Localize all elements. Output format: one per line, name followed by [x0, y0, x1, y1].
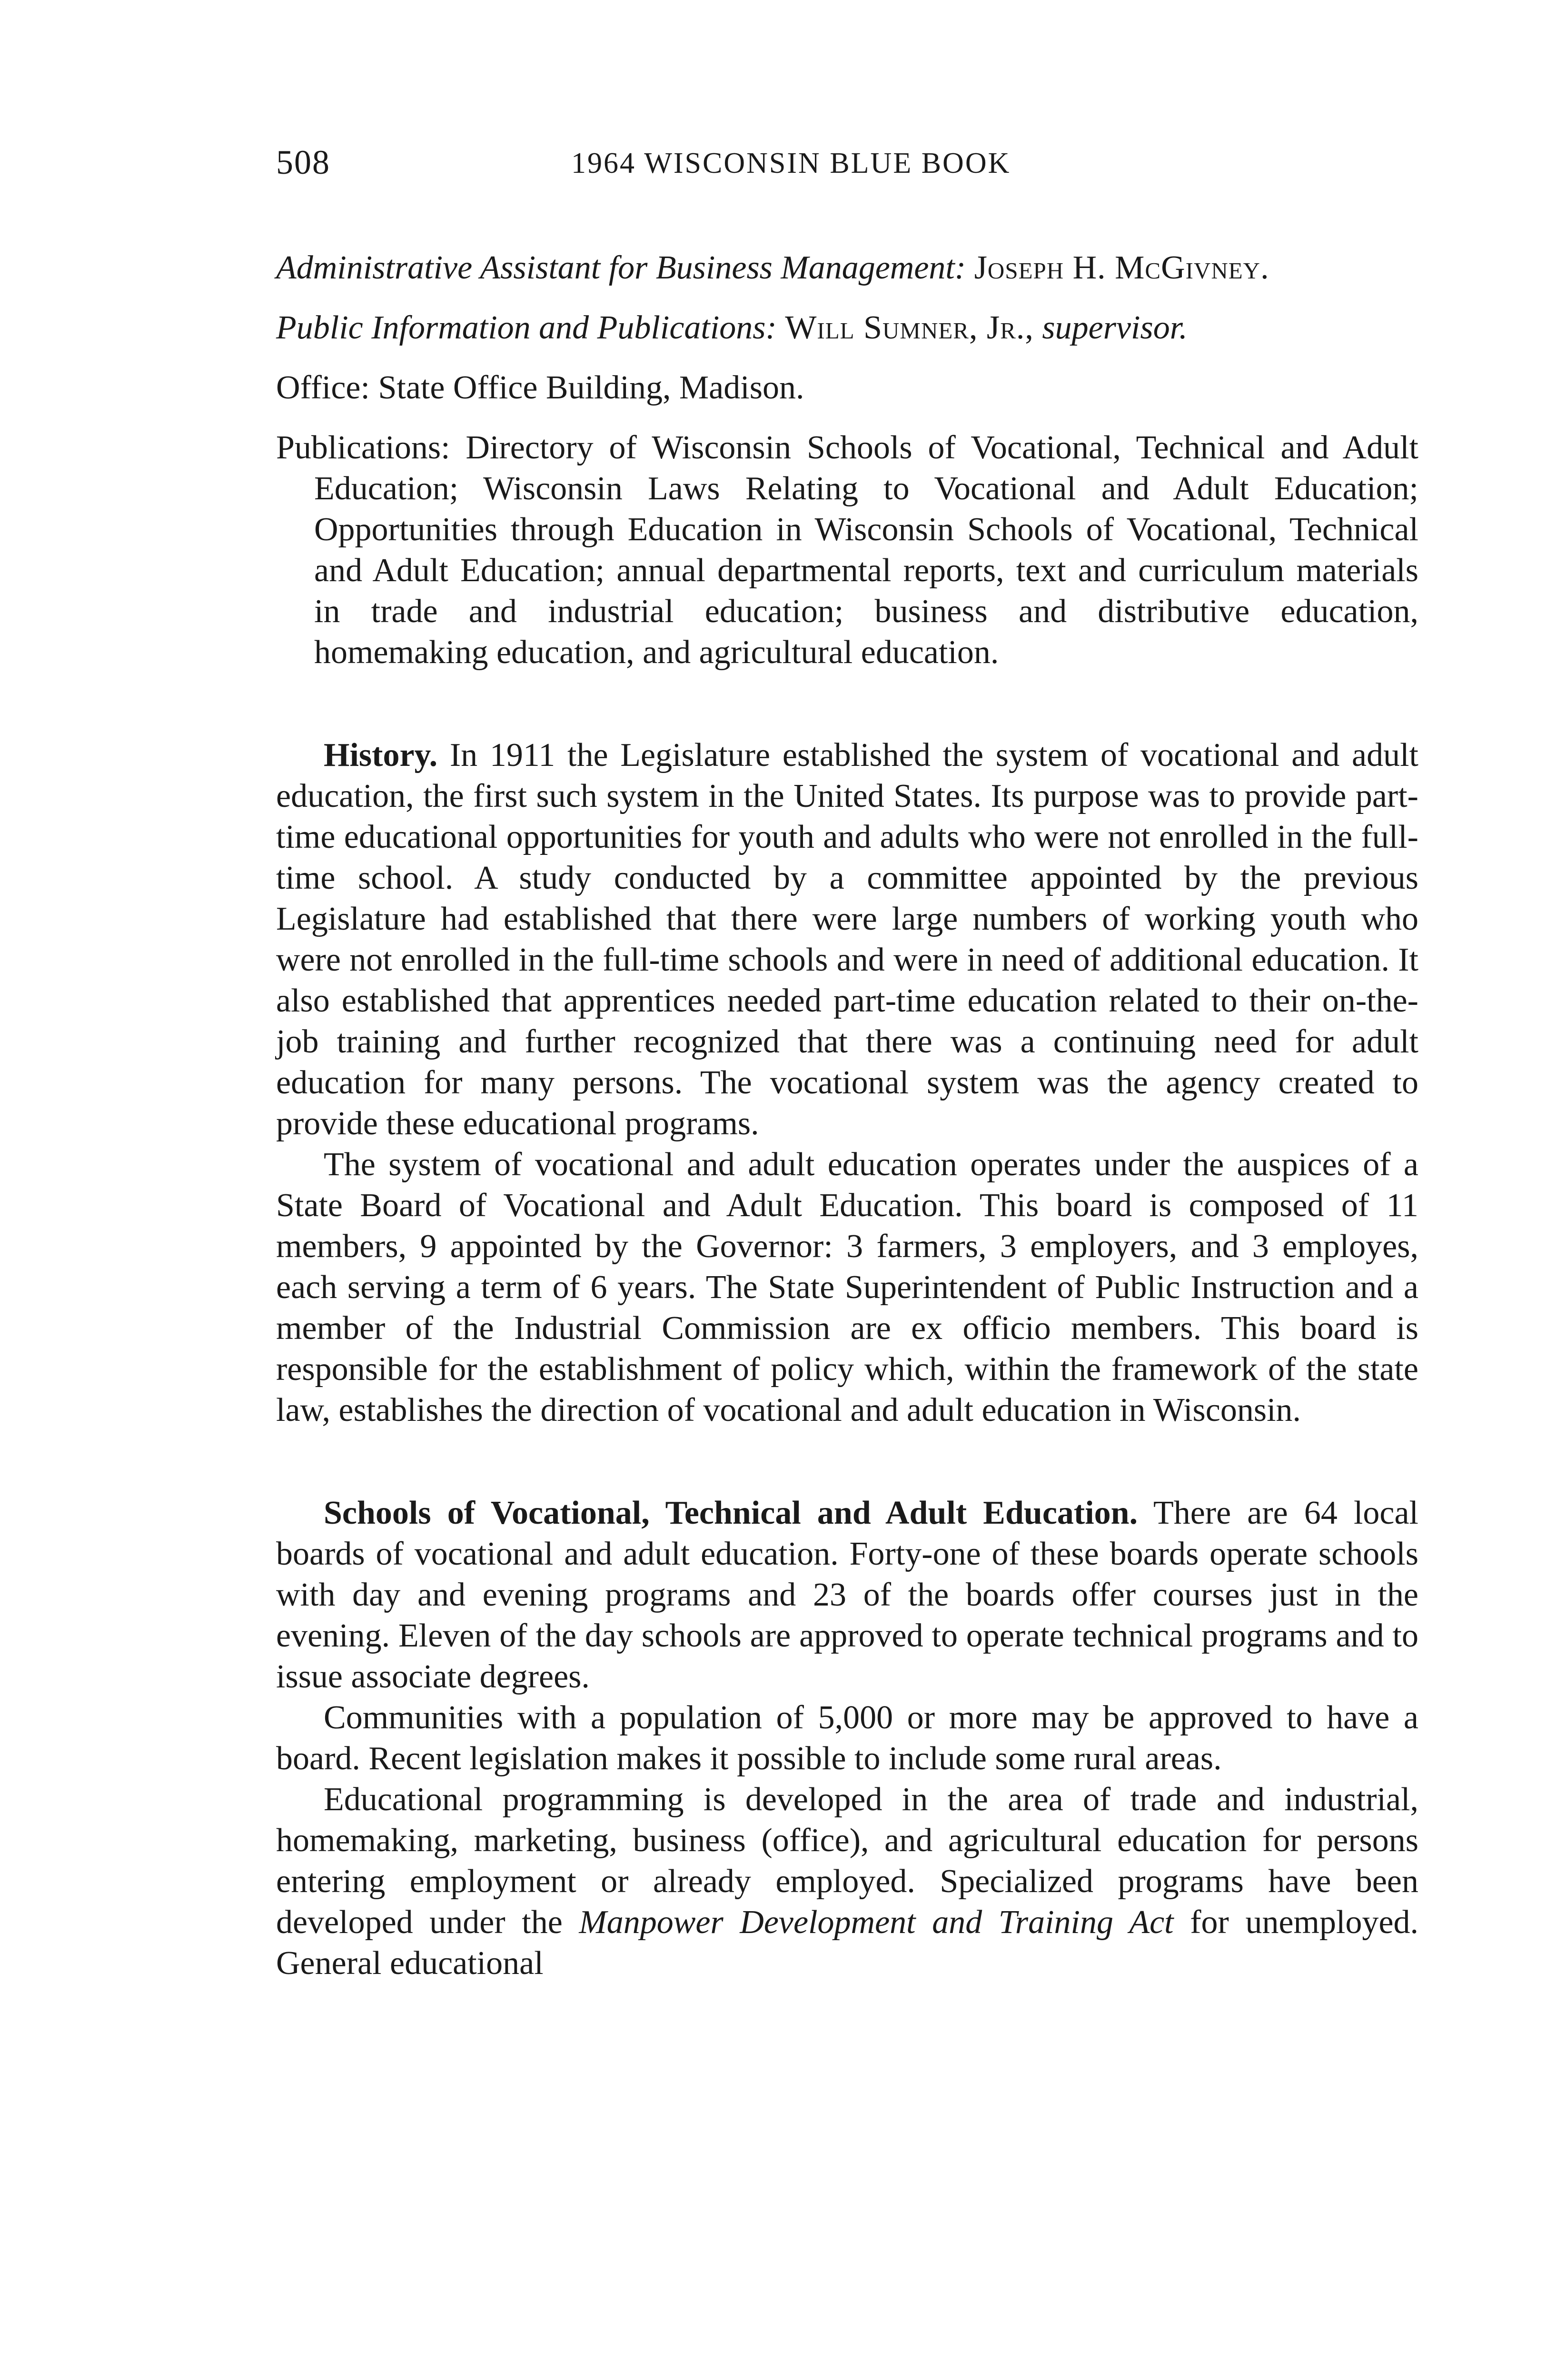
- schools-paragraph-1: [276, 1493, 1418, 1697]
- history-paragraph-1: [276, 735, 1418, 1144]
- page-number: 508: [276, 143, 330, 181]
- schools-paragraph-2: Communities with a population of 5,000 or more may be approved to have a board. Recent legislation makes it possible to include some rural areas.: [276, 1699, 1418, 1777]
- running-head: 1964 WISCONSIN BLUE BOOK: [571, 147, 1011, 179]
- schools-text-3b: for unemployed. General educational: [276, 1904, 1419, 1982]
- public-information-entry: [276, 307, 1418, 348]
- public-information-label: Public Information and Publications:: [276, 309, 777, 346]
- public-information-name: Will Sumner, Jr.,: [785, 309, 1034, 346]
- admin-assistant-name: Joseph H. McGivney.: [974, 249, 1269, 286]
- schools-heading: Schools of Vocational, Technical and Adult Education.: [324, 1495, 1138, 1531]
- history-heading: History.: [324, 737, 438, 774]
- history-paragraph-2: The system of vocational and adult education operates under the auspices of a State Board of Vocational and Adult Education. This board is composed of 11 members, 9 appointed by the Governor: 3 farmers, 3 employers, and 3 employes, each serving a term of 6 years. The State Superintendent of Public Instruction and a member of the Industrial Commission are ex officio members. This board is responsible for the establishment of policy which, within the framework of the state law, establishes the direction of vocational and adult education in Wisconsin.: [276, 1146, 1418, 1428]
- admin-assistant-entry: [276, 248, 1418, 288]
- page-header: [276, 143, 1418, 195]
- schools-paragraph-3: [276, 1779, 1418, 1984]
- page-body: [276, 248, 1418, 1984]
- manpower-act-title: Manpower Development and Training Act: [579, 1904, 1174, 1941]
- admin-assistant-label: Administrative Assistant for Business Management:: [276, 249, 966, 286]
- public-information-role: supervisor.: [1042, 309, 1188, 346]
- schools-text-1: There are 64 local boards of vocational and adult education. Forty-one of these boards operate schools with day and evening programs and 23 of the boards offer courses just in the evening. Eleven of the day schools are approved to operate technical programs and to issue associate degrees.: [276, 1495, 1418, 1695]
- office-entry: Office: State Office Building, Madison.: [276, 369, 804, 406]
- schools-text-3a: Educational programming is developed in the area of trade and industrial, homemaking, marketing, business (office), and agricultural education for persons entering employment or already employed. Specialized programs have been developed under the: [276, 1781, 1418, 1941]
- history-text-1: In 1911 the Legislature established the system of vocational and adult education, the first such system in the United States. Its purpose was to provide part-time educational opportunities for youth and adults who were not enrolled in the full-time school. A study conducted by a committee appointed by the previous Legislature had established that there were large numbers of working youth who were not enrolled in the full-time schools and were in need of additional education. It also established that apprentices needed part-time education related to their on-the-job training and further recognized that there was a continuing need for adult education for many persons. The vocational system was the agency created to provide these educational programs.: [276, 737, 1418, 1142]
- publications-entry: Publications: Directory of Wisconsin Schools of Vocational, Technical and Adult Education; Wisconsin Laws Relating to Vocational and Adult Education; Opportunities through Education in Wisconsin Schools of Vocational, Technical and Adult Education; annual departmental reports, text and curriculum materials in trade and industrial education; business and distributive education, homemaking education, and agricultural education.: [276, 429, 1418, 671]
